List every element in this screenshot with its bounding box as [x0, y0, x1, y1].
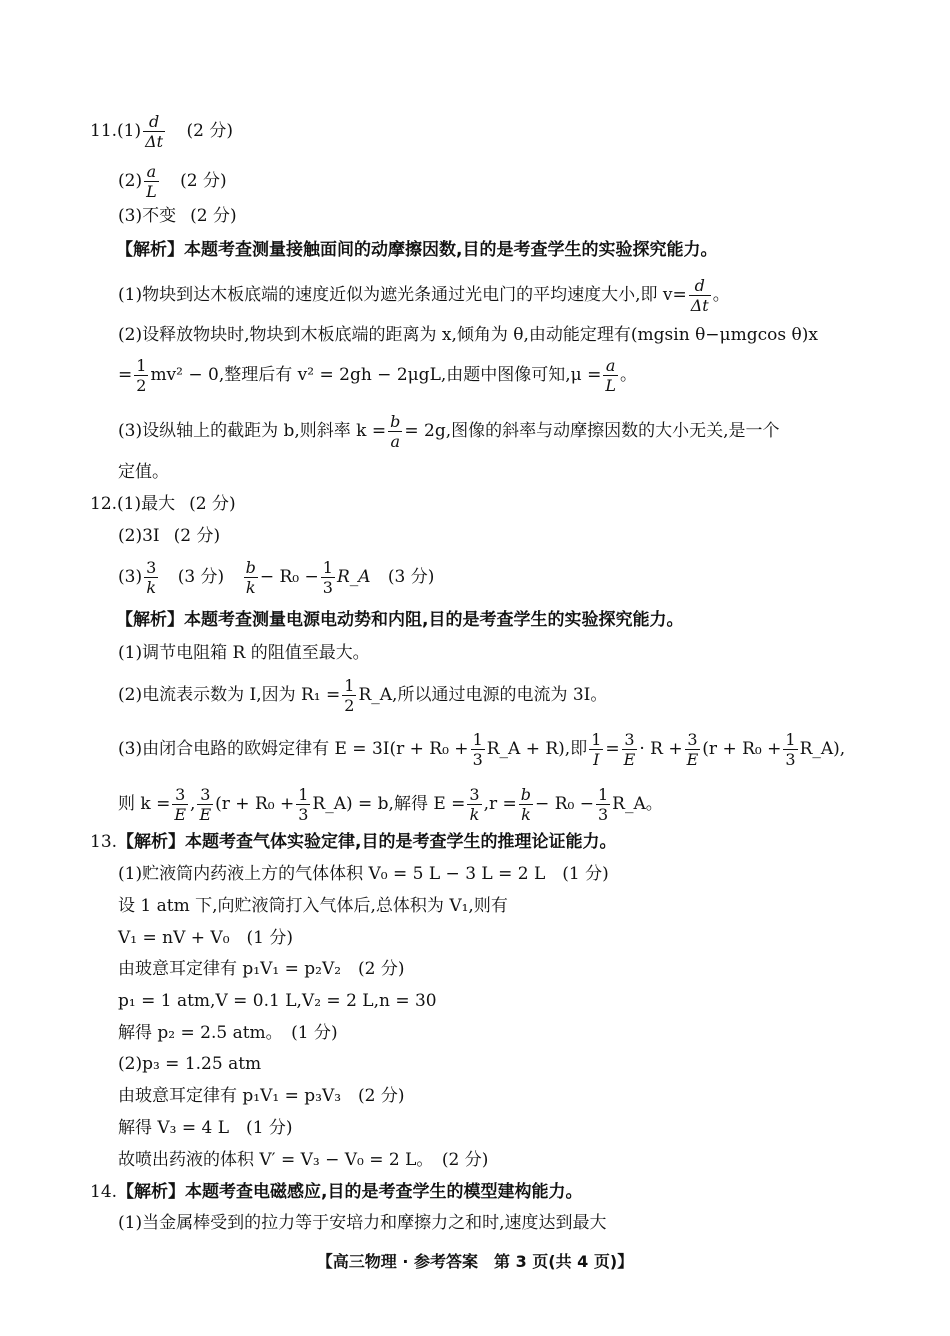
q12-step2: (2)电流表示数为 I,因为 R₁ = $\frac{1}{2}$ R_A,所以通过电源的电流为 3I。	[118, 676, 608, 715]
q12-part2: (2)3I (2 分)	[118, 526, 221, 546]
q11-analysis-heading: 【解析】本题考查测量接触面间的动摩擦因数,目的是考查学生的实验探究能力。	[116, 240, 718, 260]
q12-part1: 12.(1)最大 (2 分)	[90, 494, 236, 514]
q14-heading: 14.【解析】本题考查电磁感应,目的是考查学生的模型建构能力。	[90, 1182, 583, 1202]
q12-step1: (1)调节电阻箱 R 的阻值至最大。	[118, 643, 370, 663]
q13-line: 故喷出药液的体积 V′ = V₃ − V₀ = 2 L。 (2 分)	[118, 1150, 489, 1170]
q12-step4: 则 k = $\frac{3}{E}$ , $\frac{3}{E}$ (r + R₀ + $\frac{1}{3}$ R_A) = b,解得 E = $\frac{3}{k}$ ,r = $\frac{b}{k}$ − R₀ − $\frac{1}{3}$ R_A。	[118, 785, 663, 824]
q13-line: 由玻意耳定律有 p₁V₁ = p₂V₂ (2 分)	[118, 959, 405, 979]
q11-part2: (2) $\frac{a}{L}$ (2 分)	[118, 162, 227, 201]
q12-analysis-heading: 【解析】本题考查测量电源电动势和内阻,目的是考查学生的实验探究能力。	[116, 610, 684, 630]
q14-step1: (1)当金属棒受到的拉力等于安培力和摩擦力之和时,速度达到最大	[118, 1213, 607, 1233]
q11-step1: (1)物块到达木板底端的速度近似为遮光条通过光电门的平均速度大小,即 v= $\frac{d}{\Delta t}$ 。	[118, 276, 730, 315]
q11-part1: 11.(1) $\frac{d}{\Delta t}$ (2 分)	[90, 112, 233, 151]
page-footer: 【高三物理 · 参考答案 第 3 页(共 4 页)】	[316, 1252, 634, 1271]
q13-line: (1)贮液筒内药液上方的气体体积 V₀ = 5 L − 3 L = 2 L (1 分)	[118, 864, 609, 884]
q11-step3-cont: 定值。	[118, 462, 169, 482]
q13-line: 解得 p₂ = 2.5 atm。 (1 分)	[118, 1023, 338, 1043]
q13-line: V₁ = nV + V₀ (1 分)	[118, 928, 293, 948]
q11-step3: (3)设纵轴上的截距为 b,则斜率 k = $\frac{b}{a}$ = 2g,图像的斜率与动摩擦因数的大小无关,是一个	[118, 412, 780, 451]
q13-line: p₁ = 1 atm,V = 0.1 L,V₂ = 2 L,n = 30	[118, 991, 437, 1011]
q13-line: (2)p₃ = 1.25 atm	[118, 1054, 262, 1074]
q11-step2-line2: = $\frac{1}{2}$ mv² − 0,整理后有 v² = 2gh − 2μgL,由题中图像可知,μ = $\frac{a}{L}$ 。	[118, 356, 637, 395]
q13-line: 由玻意耳定律有 p₁V₁ = p₃V₃ (2 分)	[118, 1086, 405, 1106]
q13-heading: 13.【解析】本题考查气体实验定律,目的是考查学生的推理论证能力。	[90, 832, 617, 852]
q12-part3: (3) $\frac{3}{k}$ (3 分) $\frac{b}{k}$ − R₀ − $\frac{1}{3}$ R_A (3 分)	[118, 558, 435, 597]
q13-line: 设 1 atm 下,向贮液筒打入气体后,总体积为 V₁,则有	[118, 896, 508, 916]
q11-step2-line1: (2)设释放物块时,物块到木板底端的距离为 x,倾角为 θ,由动能定理有(mgsin θ−μmgcos θ)x	[118, 325, 818, 345]
q12-step3: (3)由闭合电路的欧姆定律有 E = 3I(r + R₀ + $\frac{1}{3}$ R_A + R),即 $\frac{1}{I}$ = $\frac{3}{E}$ · R + $\frac{3}{E}$ (r + R₀ + $\frac{1}{3}$ R_A),	[118, 730, 846, 769]
q13-line: 解得 V₃ = 4 L (1 分)	[118, 1118, 293, 1138]
q11-part3: (3)不变 (2 分)	[118, 206, 237, 226]
